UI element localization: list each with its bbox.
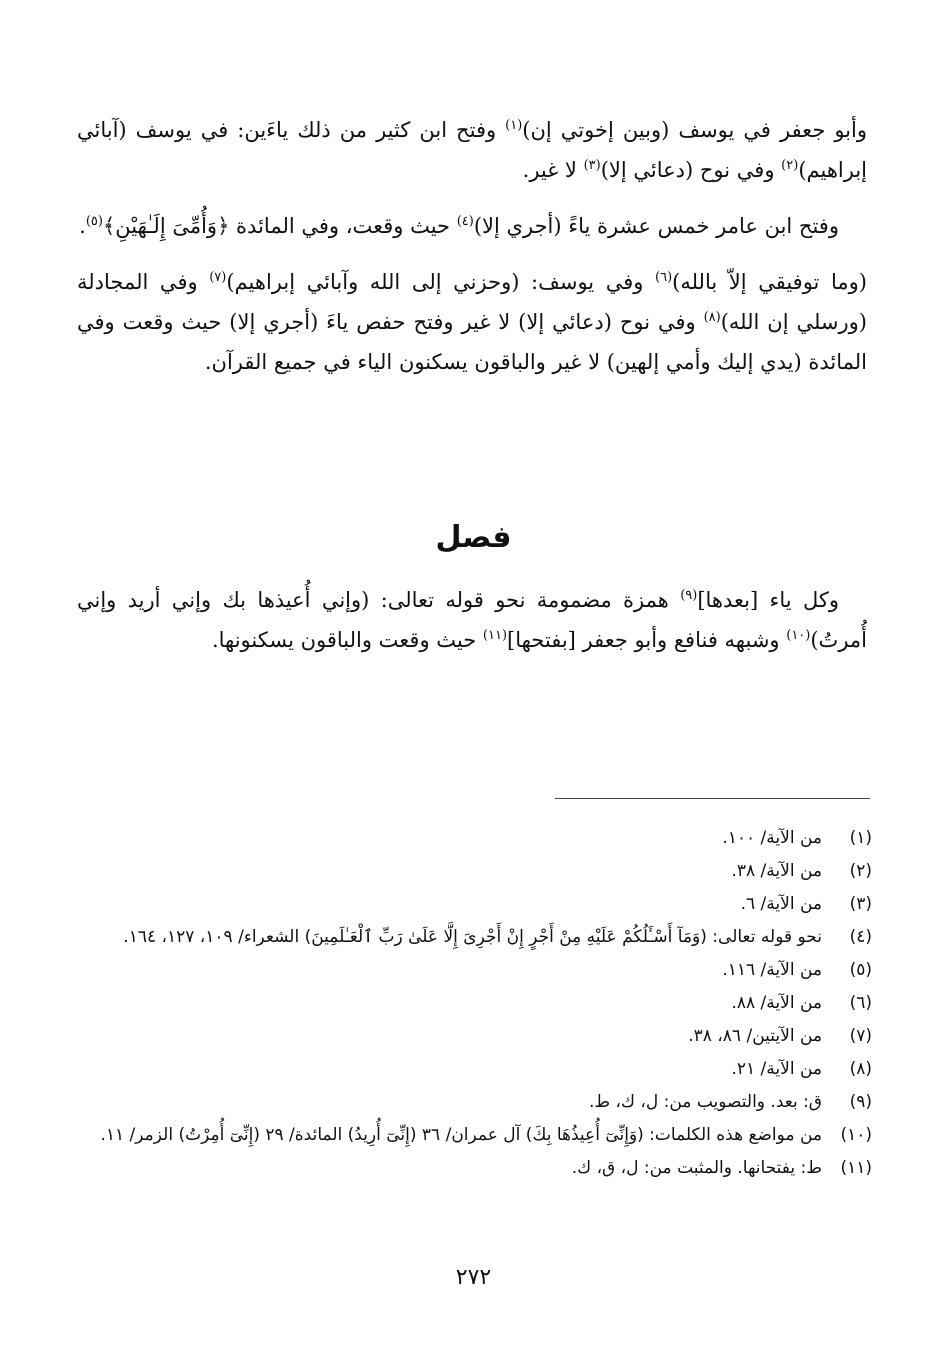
footnote-text: من الآية/ ٨٨.	[731, 993, 822, 1013]
footnote-ref: (٣)	[583, 158, 601, 173]
footnote-text: ق: بعد. والتصويب من: ل، ك، ط.	[588, 1092, 822, 1112]
footnote-number: (٨)	[849, 1059, 872, 1079]
footnote-number: (٩)	[849, 1092, 872, 1112]
text-run: وشبهه فنافع وأبو جعفر [بفتحها]	[507, 628, 787, 652]
footnote-text: من مواضع هذه الكلمات: (وَإِنِّىٓ أُعِيذُهَا بِكَ) آل عمران/ ٣٦ (إِنِّىٓ أُرِيدُ) المائدة/ ٢٩ (إِنِّىٓ أُمِرْتُ) الزمر/ ١١.	[100, 1125, 822, 1145]
text-run: وكل ياء [بعدها]	[697, 588, 839, 612]
footnote-ref: (١)	[505, 118, 523, 133]
footnote-2	[77, 855, 872, 888]
footnote-text: نحو قوله تعالى: (وَمَآ أَسْـَٔلُكُمْ عَلَيْهِ مِنْ أَجْرٍ إِنْ أَجْرِىَ إِلَّا عَلَىٰ رَبِّ ٱلْعَـٰلَمِينَ) الشعراء/ ١٠٩، ١٢٧، ١٦٤.	[123, 927, 822, 947]
text-run: وفي نوح (دعائي إلا) لا غير وفتح حفص ياءَ (أجري إلا) حيث وقعت وفي المائدة (يدي إليك وأمي إلهين) لا غير والباقون يسكنون الياء في جميع القرآن.	[77, 310, 867, 374]
footnote-text: ط: يفتحانها. والمثبت من: ل، ق، ك.	[571, 1158, 822, 1178]
footnote-ref: (٥)	[85, 214, 103, 229]
footnote-number: (٦)	[849, 993, 872, 1013]
footnote-1	[77, 822, 872, 855]
footnote-number: (٧)	[849, 1026, 872, 1046]
text-run: وفي المجادلة (ورسلي إن الله)	[77, 270, 867, 334]
footnote-10	[77, 1119, 872, 1152]
paragraph-3	[77, 262, 867, 382]
footnote-text: من الآية/ ٣٨.	[731, 861, 822, 881]
footnote-3	[77, 888, 872, 921]
footnote-number: (١)	[849, 828, 872, 848]
footnote-8	[77, 1053, 872, 1086]
page-number: ٢٧٢	[455, 1265, 492, 1290]
paragraph-2	[77, 206, 867, 246]
footnote-ref: (٨)	[703, 310, 721, 325]
section-text	[77, 580, 867, 676]
footnote-9	[77, 1086, 872, 1119]
footnote-number: (٣)	[849, 894, 872, 914]
footnote-ref: (١٠)	[786, 628, 811, 643]
footnote-4	[77, 921, 872, 954]
footnote-5	[77, 954, 872, 987]
footnote-number: (١١)	[840, 1158, 872, 1178]
text-run: وفي نوح (دعائي إلا)	[600, 158, 782, 182]
footnote-ref: (٧)	[209, 270, 227, 285]
footnote-ref: (٤)	[456, 214, 474, 229]
text-run: وفتح ابن كثير من ذلك ياءَين: في يوسف (آبائي إبراهيم)	[77, 118, 867, 182]
footnotes	[77, 822, 872, 1185]
text-run: وفتح ابن عامر خمس عشرة ياءً (أجري إلا)	[473, 214, 839, 238]
footnote-text: من الآية/ ٦.	[740, 894, 822, 914]
footnote-7	[77, 1020, 872, 1053]
footnote-6	[77, 987, 872, 1020]
text-run: (وما توفيقي إلاّ بالله)	[672, 270, 867, 294]
footnote-text: من الآية/ ١١٦.	[722, 960, 822, 980]
footnote-text: من الآية/ ١٠٠.	[722, 828, 822, 848]
footnote-divider	[555, 798, 870, 799]
section-heading: فصل	[435, 520, 512, 555]
footnote-text: من الآيتين/ ٨٦، ٣٨.	[688, 1026, 822, 1046]
text-run: .	[79, 214, 86, 238]
footnote-11	[77, 1152, 872, 1185]
footnote-number: (٢)	[849, 861, 872, 881]
text-run: حيث وقعت والباقون يسكنونها.	[211, 628, 483, 652]
footnote-ref: (٦)	[655, 270, 673, 285]
text-run: وفي يوسف: (وحزني إلى الله وآبائي إبراهيم)	[226, 270, 656, 294]
footnote-text: من الآية/ ٢١.	[731, 1059, 822, 1079]
text-run: لا غير.	[522, 158, 584, 182]
text-run: همزة مضمومة نحو قوله تعالى: (وإني أُعيذها بك وإني أريد وإني أُمرتُ)	[77, 588, 867, 652]
footnote-number: (١٠)	[840, 1125, 872, 1145]
footnote-number: (٤)	[849, 927, 872, 947]
footnote-ref: (٩)	[680, 588, 698, 603]
footnote-ref: (١١)	[482, 628, 508, 643]
footnote-number: (٥)	[849, 960, 872, 980]
footnote-ref: (٢)	[781, 158, 799, 173]
text-run: وأبو جعفر في يوسف (وبين إخوتي إن)	[522, 118, 867, 142]
paragraph-1	[77, 110, 867, 190]
text-run: حيث وقعت، وفي المائدة ﴿وَأُمِّىَ إِلَـٰهَيْنِ﴾	[102, 214, 457, 238]
section-paragraph	[77, 580, 867, 660]
main-text	[77, 110, 867, 398]
